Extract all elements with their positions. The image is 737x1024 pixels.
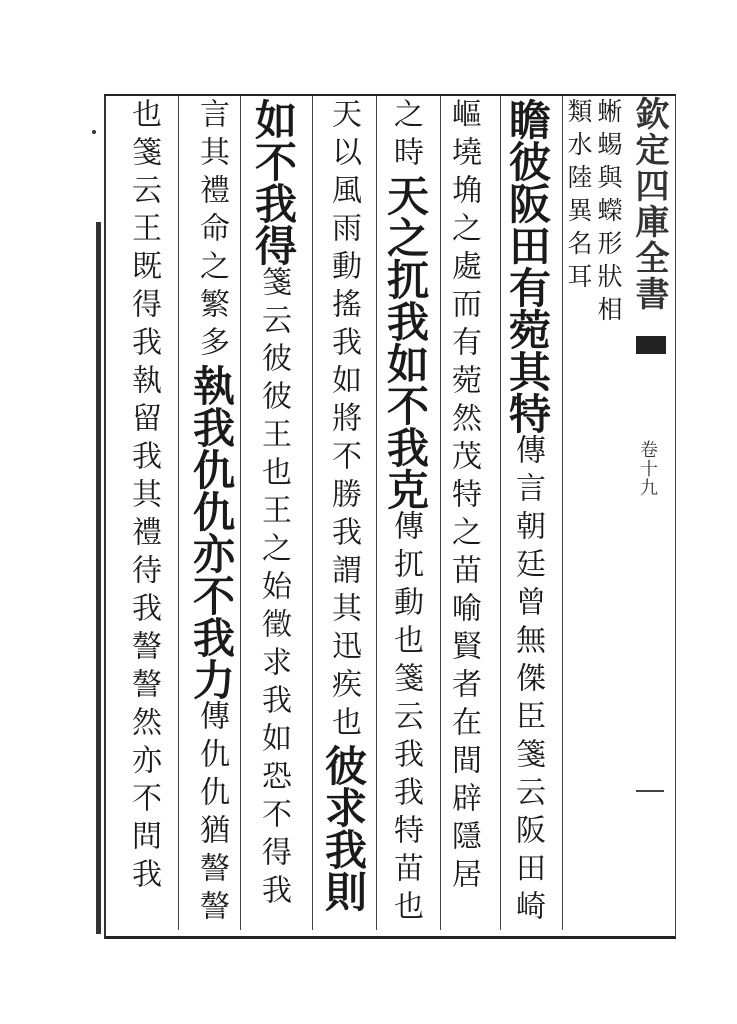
volume-label: 卷十九	[637, 440, 658, 497]
commentary-text: 天以風雨動搖我如將不勝我謂其迅疾也	[326, 98, 361, 744]
text-column-6	[187, 98, 236, 928]
text-column-5	[249, 98, 298, 928]
note-column-left	[566, 98, 591, 928]
column-rule	[562, 96, 563, 930]
main-text: 瞻彼阪田有菀其特	[503, 98, 552, 434]
main-text: 執我仇仇亦不我力	[187, 364, 236, 700]
commentary-text: 箋云彼彼王也王之始徵求我如恐不得我	[256, 266, 291, 912]
commentary-text: 之時	[388, 98, 423, 174]
fishtail-mark-icon	[636, 336, 666, 354]
outer-border-rule	[96, 222, 101, 934]
note-text: 蜥蜴與蠑形狀相	[594, 98, 623, 329]
ink-speck	[92, 130, 96, 134]
note-column-right	[596, 98, 621, 928]
commentary-text: 傳扤動也箋云我我特苗也	[388, 510, 423, 928]
column-rule	[240, 96, 241, 930]
text-column-3	[381, 98, 430, 928]
book-title: 欽定四庫全書	[629, 96, 669, 312]
commentary-text: 也箋云王既得我執留我其禮待我謷謷然亦不問我	[126, 98, 161, 896]
commentary-text: 傳言朝廷曾無傑臣箋云阪田崎	[510, 434, 545, 928]
margin-tick	[636, 790, 664, 792]
text-column-4	[319, 98, 368, 928]
commentary-text: 言其禮命之繁多	[194, 98, 229, 364]
commentary-text: 傳仇仇猶謷謷	[194, 700, 229, 928]
text-column-1	[503, 98, 552, 928]
commentary-text: 嶇墝埆之處而有菀然茂特之苗喻賢者在間辟隱居	[446, 98, 481, 896]
column-rule	[312, 96, 313, 930]
text-column-2	[446, 98, 481, 928]
text-column-7	[126, 98, 161, 928]
note-text: 類水陸異名耳	[564, 98, 593, 296]
main-text: 天之扤我如不我克	[381, 174, 430, 510]
main-text: 彼求我則	[319, 744, 368, 912]
column-rule	[178, 96, 179, 930]
main-text: 如不我得	[249, 98, 298, 266]
column-rule	[500, 96, 501, 930]
column-rule	[440, 96, 441, 930]
column-rule	[376, 96, 377, 930]
